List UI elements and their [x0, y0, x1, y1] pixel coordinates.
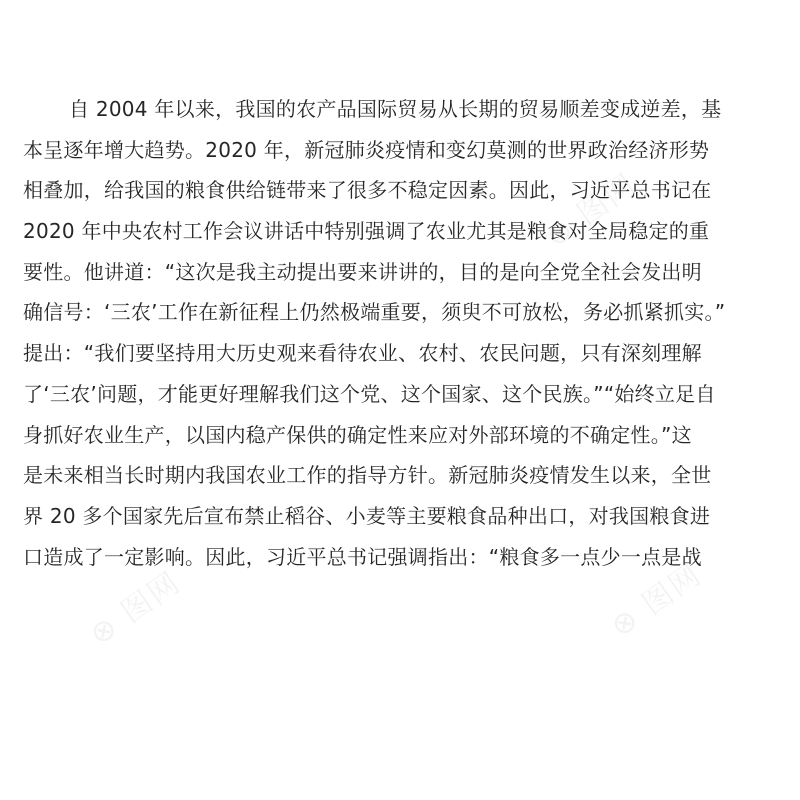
text-line: 界 20 多个国家先后宣布禁止稻谷、小麦等主要粮食品种出口，对我国粮食进	[23, 503, 711, 528]
text-line: 提出：“我们要坚持用大历史观来看待农业、农村、农民问题，只有深刻理解	[23, 341, 702, 366]
text-line: 本呈逐年增大趋势。2020 年，新冠肺炎疫情和变幻莫测的世界政治经济形势	[23, 137, 710, 162]
text-line: 相叠加，给我国的粮食供给链带来了很多不稳定因素。因此，习近平总书记在	[23, 178, 712, 203]
text-line: 是未来相当长时期内我国农业工作的指导方针。新冠肺炎疫情发生以来，全世	[23, 463, 712, 488]
text-line: 确信号：‘三农’工作在新征程上仍然极端重要，须臾不可放松，务必抓紧抓实。”	[23, 300, 726, 325]
text-line: 2020 年中央农村工作会议讲话中特别强调了农业尤其是粮食对全局稳定的重	[23, 219, 710, 244]
paragraph	[23, 89, 783, 577]
text-line: 了‘三农’问题，才能更好理解我们这个党、这个国家、这个民族。”“始终立足自	[23, 381, 716, 406]
watermark: ⊗ 图网	[604, 557, 709, 645]
watermark: ⊗ 图网	[83, 565, 188, 653]
watermark: ⊗ 图网	[539, 167, 644, 255]
text-line: 要性。他讲道：“这次是我主动提出要来讲讲的，目的是向全党全社会发出明	[23, 259, 702, 284]
text-line: 口造成了一定影响。因此，习近平总书记强调指出：“粮食多一点少一点是战	[23, 544, 702, 569]
text-line: 身抓好农业生产，以国内稳产保供的确定性来应对外部环境的不确定性。”这	[23, 422, 692, 447]
text-line: 自 2004 年以来，我国的农产品国际贸易从长期的贸易顺差变成逆差，基	[69, 97, 722, 121]
